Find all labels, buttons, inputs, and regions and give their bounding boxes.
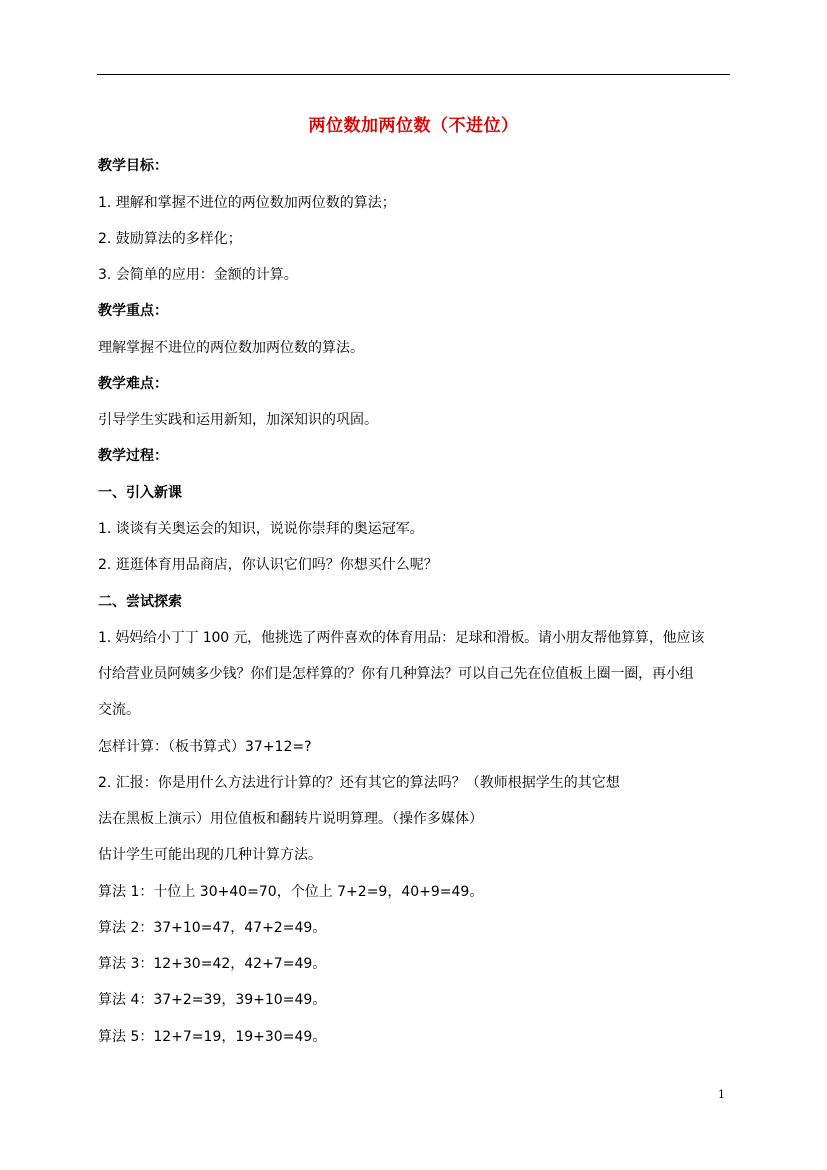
objective-3: 3. 会简单的应用：金额的计算。: [98, 267, 298, 283]
section-1-item-1: 1. 谈谈有关奥运会的知识，说说你崇拜的奥运冠军。: [98, 521, 424, 537]
method-3: 算法 3：12+30=42，42+7=49。: [98, 956, 327, 972]
calculation-prompt: 怎样计算：（板书算式）37+12=?: [98, 739, 312, 755]
heading-objectives: 教学目标：: [98, 158, 168, 174]
section-1-item-2: 2. 逛逛体育用品商店，你认识它们吗？你想买什么呢？: [98, 557, 438, 573]
header-rule: [97, 74, 730, 75]
heading-process: 教学过程：: [98, 448, 168, 464]
method-2: 算法 2：37+10=47，47+2=49。: [98, 920, 327, 936]
page-number: 1: [718, 1088, 725, 1101]
section-1-heading: 一、引入新课: [98, 485, 182, 501]
report-line-1: 2. 汇报：你是用什么方法进行计算的？还有其它的算法吗？（教师根据学生的其它想: [98, 775, 620, 791]
method-5: 算法 5：12+7=19，19+30=49。: [98, 1029, 327, 1045]
method-4: 算法 4：37+2=39，39+10=49。: [98, 992, 327, 1008]
objective-2: 2. 鼓励算法的多样化；: [98, 231, 242, 247]
section-2-para-1-line-1: 1. 妈妈给小丁丁 100 元，他挑选了两件喜欢的体育用品：足球和滑板。请小朋友帮他算算，他应该: [98, 630, 705, 646]
key-points-text: 理解掌握不进位的两位数加两位数的算法。: [98, 340, 364, 356]
report-line-2: 法在黑板上演示）用位值板和翻转片说明算理。（操作多媒体）: [98, 811, 483, 827]
estimate-text: 估计学生可能出现的几种计算方法。: [98, 847, 322, 863]
heading-key-points: 教学重点：: [98, 303, 168, 319]
section-2-para-1-line-2: 付给营业员阿姨多少钱？你们是怎样算的？你有几种算法？可以自己先在位值板上圈一圈，再小组: [98, 666, 694, 682]
section-2-para-1-line-3: 交流。: [98, 702, 140, 718]
difficulties-text: 引导学生实践和运用新知，加深知识的巩固。: [98, 412, 378, 428]
heading-difficulties: 教学难点：: [98, 376, 168, 392]
objective-1: 1. 理解和掌握不进位的两位数加两位数的算法；: [98, 195, 396, 211]
section-2-heading: 二、尝试探索: [98, 594, 182, 610]
method-1: 算法 1：十位上 30+40=70，个位上 7+2=9，40+9=49。: [98, 884, 484, 900]
page-title: 两位数加两位数（不进位）: [308, 116, 519, 136]
